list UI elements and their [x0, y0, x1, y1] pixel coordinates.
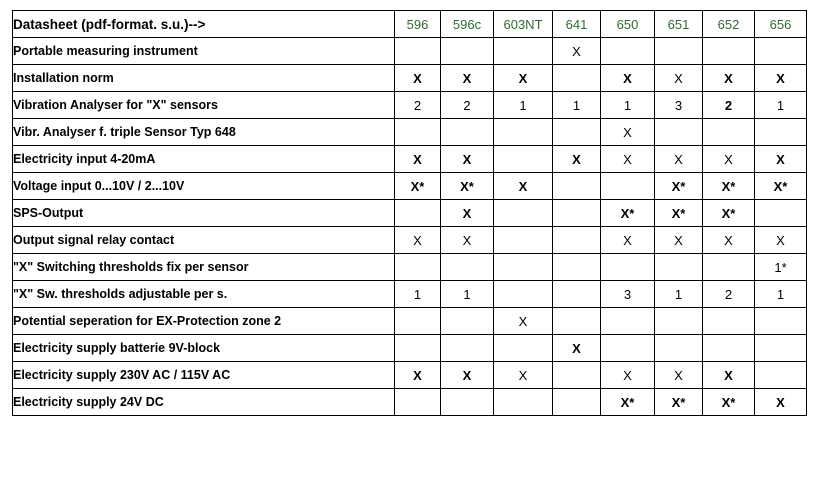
- cell-596: [395, 38, 441, 65]
- cell-656: [755, 308, 807, 335]
- cell-650: X*: [601, 200, 655, 227]
- cell-641: [553, 389, 601, 416]
- cell-652: [703, 254, 755, 281]
- cell-641: [553, 200, 601, 227]
- cell-651: 1: [655, 281, 703, 308]
- cell-650: 1: [601, 92, 655, 119]
- cell-596: [395, 335, 441, 362]
- column-header-656: 656: [755, 11, 807, 38]
- row-label: Electricity supply 24V DC: [13, 389, 395, 416]
- cell-651: X*: [655, 173, 703, 200]
- row-label: Vibration Analyser for "X" sensors: [13, 92, 395, 119]
- cell-650: X: [601, 227, 655, 254]
- cell-656: [755, 38, 807, 65]
- cell-652: [703, 119, 755, 146]
- row-label: "X" Sw. thresholds adjustable per s.: [13, 281, 395, 308]
- row-label: Voltage input 0...10V / 2...10V: [13, 173, 395, 200]
- cell-596c: 2: [441, 92, 494, 119]
- cell-641: X: [553, 38, 601, 65]
- cell-596c: X: [441, 200, 494, 227]
- column-header-652: 652: [703, 11, 755, 38]
- cell-651: [655, 335, 703, 362]
- cell-596c: [441, 335, 494, 362]
- row-label: SPS-Output: [13, 200, 395, 227]
- cell-651: [655, 308, 703, 335]
- table-row: [13, 200, 807, 227]
- cell-650: X: [601, 362, 655, 389]
- column-header-651: 651: [655, 11, 703, 38]
- cell-650: [601, 335, 655, 362]
- cell-652: X*: [703, 389, 755, 416]
- cell-596: X: [395, 227, 441, 254]
- cell-650: X*: [601, 389, 655, 416]
- row-label: Output signal relay contact: [13, 227, 395, 254]
- cell-651: X: [655, 146, 703, 173]
- cell-603nt: [494, 335, 553, 362]
- table-row: [13, 389, 807, 416]
- cell-656: X*: [755, 173, 807, 200]
- cell-603nt: X: [494, 65, 553, 92]
- cell-603nt: [494, 38, 553, 65]
- table-header-row: [13, 11, 807, 38]
- cell-652: 2: [703, 281, 755, 308]
- cell-596: 2: [395, 92, 441, 119]
- cell-596: [395, 119, 441, 146]
- cell-596: [395, 200, 441, 227]
- cell-656: 1*: [755, 254, 807, 281]
- table-row: [13, 227, 807, 254]
- cell-656: [755, 362, 807, 389]
- table-row: [13, 335, 807, 362]
- table-row: [13, 281, 807, 308]
- table-title-cell: Datasheet (pdf-format. s.u.)-->: [13, 11, 395, 38]
- cell-641: [553, 254, 601, 281]
- table-row: [13, 308, 807, 335]
- table-row: [13, 65, 807, 92]
- cell-641: X: [553, 146, 601, 173]
- row-label: Electricity supply 230V AC / 115V AC: [13, 362, 395, 389]
- cell-641: [553, 173, 601, 200]
- row-label: Potential seperation for EX-Protection zone 2: [13, 308, 395, 335]
- cell-652: 2: [703, 92, 755, 119]
- row-label: Electricity input 4-20mA: [13, 146, 395, 173]
- cell-656: 1: [755, 281, 807, 308]
- cell-656: X: [755, 227, 807, 254]
- cell-651: [655, 119, 703, 146]
- cell-650: [601, 38, 655, 65]
- cell-603nt: X: [494, 173, 553, 200]
- cell-641: 1: [553, 92, 601, 119]
- cell-596c: X: [441, 227, 494, 254]
- column-header-641: 641: [553, 11, 601, 38]
- cell-596: [395, 308, 441, 335]
- cell-603nt: [494, 200, 553, 227]
- cell-603nt: [494, 119, 553, 146]
- cell-641: [553, 362, 601, 389]
- cell-650: X: [601, 119, 655, 146]
- cell-651: X: [655, 227, 703, 254]
- cell-596c: [441, 389, 494, 416]
- cell-603nt: [494, 227, 553, 254]
- product-comparison-table: [12, 10, 807, 416]
- cell-596: X*: [395, 173, 441, 200]
- cell-656: X: [755, 65, 807, 92]
- cell-603nt: [494, 389, 553, 416]
- cell-652: [703, 38, 755, 65]
- cell-603nt: [494, 254, 553, 281]
- cell-596c: 1: [441, 281, 494, 308]
- cell-596c: [441, 254, 494, 281]
- table-row: [13, 146, 807, 173]
- cell-596c: [441, 38, 494, 65]
- cell-651: [655, 38, 703, 65]
- cell-596c: X*: [441, 173, 494, 200]
- cell-641: [553, 281, 601, 308]
- cell-652: X*: [703, 200, 755, 227]
- cell-650: 3: [601, 281, 655, 308]
- row-label: Portable measuring instrument: [13, 38, 395, 65]
- column-header-596c: 596c: [441, 11, 494, 38]
- cell-656: X: [755, 389, 807, 416]
- row-label: Electricity supply batterie 9V-block: [13, 335, 395, 362]
- cell-652: [703, 308, 755, 335]
- cell-656: X: [755, 146, 807, 173]
- cell-596: 1: [395, 281, 441, 308]
- row-label: "X" Switching thresholds fix per sensor: [13, 254, 395, 281]
- cell-603nt: [494, 146, 553, 173]
- cell-651: X: [655, 362, 703, 389]
- table-row: [13, 254, 807, 281]
- column-header-650: 650: [601, 11, 655, 38]
- cell-652: X: [703, 146, 755, 173]
- cell-652: X: [703, 227, 755, 254]
- cell-650: [601, 254, 655, 281]
- cell-650: X: [601, 146, 655, 173]
- cell-596: [395, 389, 441, 416]
- table-body: [13, 11, 807, 416]
- cell-603nt: [494, 281, 553, 308]
- cell-596c: X: [441, 65, 494, 92]
- row-label: Installation norm: [13, 65, 395, 92]
- cell-651: [655, 254, 703, 281]
- cell-651: 3: [655, 92, 703, 119]
- cell-596: [395, 254, 441, 281]
- cell-650: X: [601, 65, 655, 92]
- cell-641: [553, 227, 601, 254]
- table-row: [13, 362, 807, 389]
- cell-656: [755, 335, 807, 362]
- cell-652: X*: [703, 173, 755, 200]
- cell-650: [601, 308, 655, 335]
- cell-641: [553, 119, 601, 146]
- cell-656: 1: [755, 92, 807, 119]
- datasheet-page: [0, 10, 819, 491]
- cell-596: X: [395, 362, 441, 389]
- cell-603nt: 1: [494, 92, 553, 119]
- cell-596c: X: [441, 146, 494, 173]
- cell-596: X: [395, 65, 441, 92]
- table-row: [13, 173, 807, 200]
- table-row: [13, 119, 807, 146]
- row-label: Vibr. Analyser f. triple Sensor Typ 648: [13, 119, 395, 146]
- cell-652: [703, 335, 755, 362]
- cell-596c: X: [441, 362, 494, 389]
- cell-651: X*: [655, 200, 703, 227]
- cell-596c: [441, 308, 494, 335]
- cell-596: X: [395, 146, 441, 173]
- cell-651: X*: [655, 389, 703, 416]
- cell-650: [601, 173, 655, 200]
- table-row: [13, 92, 807, 119]
- cell-656: [755, 200, 807, 227]
- cell-651: X: [655, 65, 703, 92]
- cell-641: X: [553, 335, 601, 362]
- cell-656: [755, 119, 807, 146]
- cell-603nt: X: [494, 362, 553, 389]
- cell-603nt: X: [494, 308, 553, 335]
- cell-596c: [441, 119, 494, 146]
- cell-652: X: [703, 65, 755, 92]
- cell-641: [553, 65, 601, 92]
- cell-641: [553, 308, 601, 335]
- table-row: [13, 38, 807, 65]
- column-header-603nt: 603NT: [494, 11, 553, 38]
- column-header-596: 596: [395, 11, 441, 38]
- cell-652: X: [703, 362, 755, 389]
